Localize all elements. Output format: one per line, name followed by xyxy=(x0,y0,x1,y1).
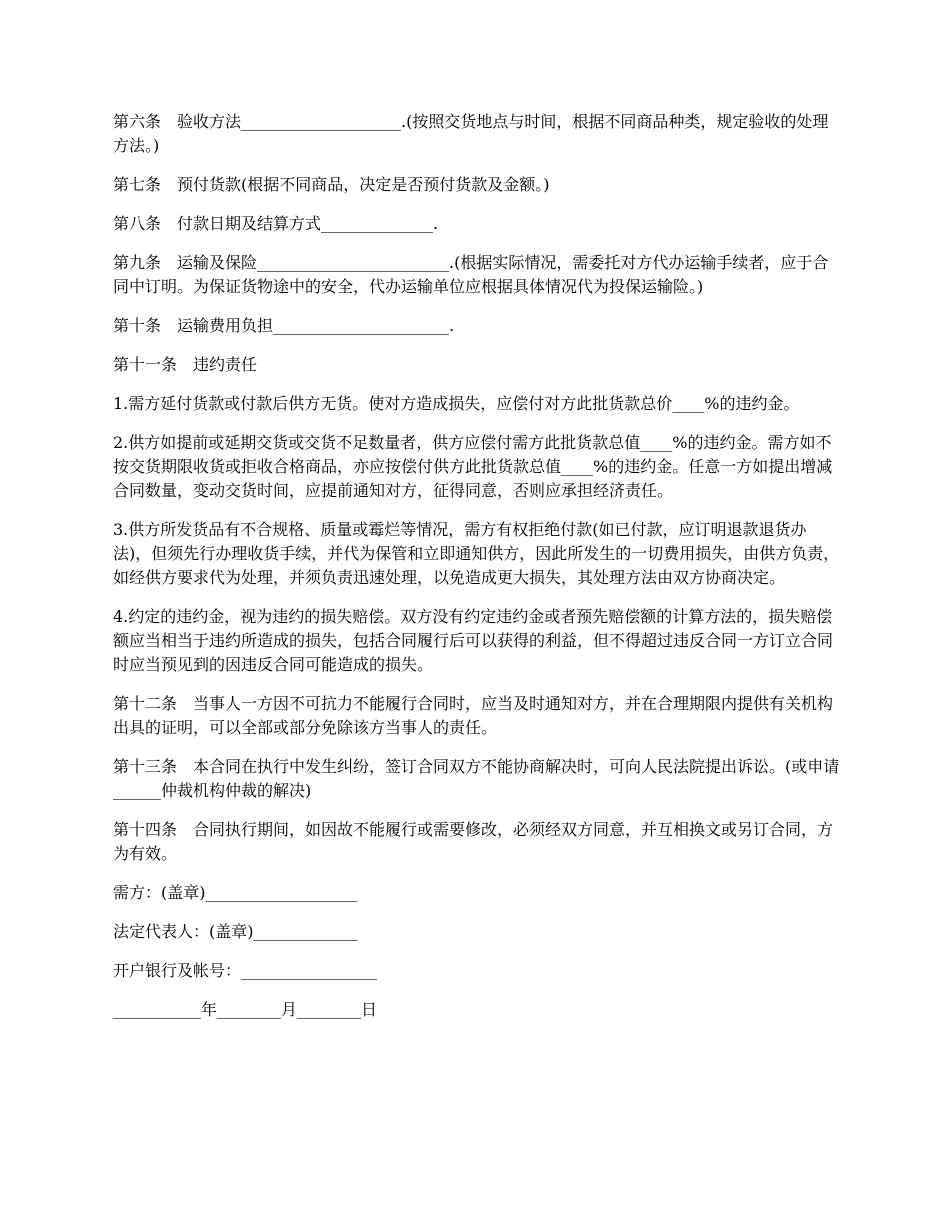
article-11-clause-1: 1.需方延付货款或付款后供方无货。使对方造成损失，应偿付对方此批货款总价____%的违约金。 xyxy=(113,394,800,413)
buyer-seal-line: 需方：(盖章)___________________ xyxy=(113,883,358,902)
article-9-transport-insurance: 第九条 运输及保险________________________.(根据实际情况，需委托对方代办运输手续者，应于合同中订明。为保证货物途中的安全，代办运输单位应根据具体情况代为投保运输险。) xyxy=(113,253,829,296)
article-10-transport-cost: 第十条 运输费用负担______________________. xyxy=(113,316,455,335)
article-11-clause-2: 2.供方如提前或延期交货或交货不足数量者，供方应偿付需方此批货款总值____%的违约金。需方如不按交货期限收货或拒收合格商品，亦应按偿付供方此批货款总值____%的违约金。任意一方如提出增减合同数量，变动交货时间，应提前通知对方，征得同意，否则应承担经济责任。 xyxy=(113,433,833,500)
article-11-clause-4: 4.约定的违约金，视为违约的损失赔偿。双方没有约定违约金或者预先赔偿额的计算方法的，损失赔偿额应当相当于违约所造成的损失，包括合同履行后可以获得的利益，但不得超过违反合同一方订立合同时应当预见到的因违反合同可能造成的损失。 xyxy=(113,607,834,674)
article-6-acceptance-method: 第六条 验收方法____________________.(按照交货地点与时间，根据不同商品种类，规定验收的处理方法。) xyxy=(113,112,829,155)
article-14-amendment: 第十四条 合同执行期间，如因故不能履行或需要修改，必须经双方同意，并互相换文或另订合同，方为有效。 xyxy=(113,820,834,863)
article-11-clause-3: 3.供方所发货品有不合规格、质量或霉烂等情况，需方有权拒绝付款(如已付款，应订明退款退货办法)，但须先行办理收货手续，并代为保管和立即通知供方，因此所发生的一切费用损失，由供方负责，如经供方要求代为处理，并须负责迅速处理，以免造成更大损失，其处理方法由双方协商决定。 xyxy=(113,520,840,587)
article-13-dispute-resolution: 第十三条 本合同在执行中发生纠纷，签订合同双方不能协商解决时，可向人民法院提出诉讼。(或申请______仲裁机构仲裁的解决) xyxy=(113,757,840,800)
article-11-heading-breach-liability: 第十一条 违约责任 xyxy=(113,355,258,374)
legal-representative-line: 法定代表人：(盖章)_____________ xyxy=(113,922,358,941)
article-7-advance-payment: 第七条 预付货款(根据不同商品，决定是否预付货款及金额。) xyxy=(113,175,550,194)
date-line: ___________年________月________日 xyxy=(113,1000,378,1019)
contract-document xyxy=(113,110,843,1037)
bank-account-line: 开户银行及帐号：_________________ xyxy=(113,961,378,980)
article-8-payment-date-settlement: 第八条 付款日期及结算方式______________. xyxy=(113,214,439,233)
article-12-force-majeure: 第十二条 当事人一方因不可抗力不能履行合同时，应当及时通知对方，并在合理期限内提供有关机构出具的证明，可以全部或部分免除该方当事人的责任。 xyxy=(113,694,834,737)
